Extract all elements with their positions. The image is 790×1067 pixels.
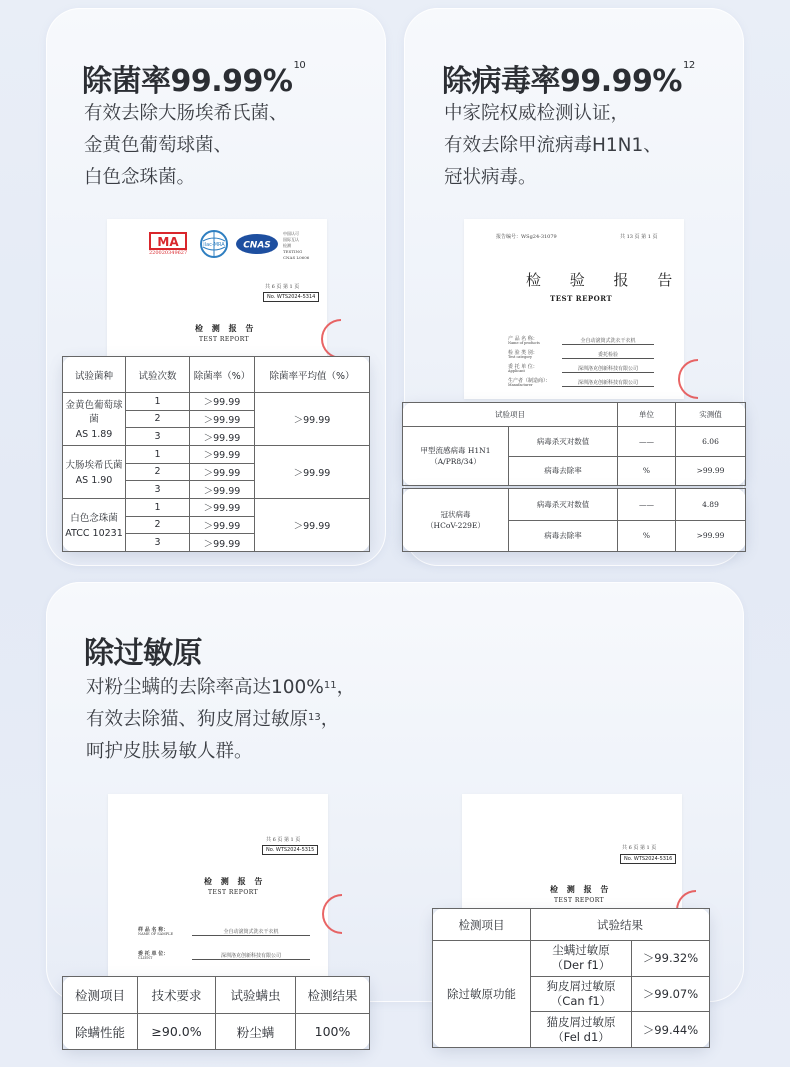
table-header: 实测值 — [676, 403, 746, 427]
red-seal — [678, 359, 698, 399]
table-header: 试验项目 — [403, 403, 618, 427]
virus-cell: 甲型流感病毒 H1N1 （A/PR8/34） — [403, 427, 509, 486]
inspection-report-document — [464, 219, 684, 399]
table-row: 3 ＞99.99 — [63, 534, 370, 552]
table-header: 试验螨虫 — [216, 977, 296, 1014]
table-header: 试验结果 — [531, 909, 710, 941]
ilac-mra-logo — [199, 229, 229, 263]
page-info: 共 6 页 第 1 页 — [266, 837, 301, 843]
mite-results-table — [62, 976, 370, 1050]
table-row: 白色念珠菌 ATCC 10231 1 ＞99.99 ＞99.99 — [63, 498, 370, 516]
table-header: 检测项目 — [63, 977, 138, 1014]
table-header: 除菌率平均值（%） — [255, 357, 370, 393]
table-header: 技术要求 — [138, 977, 216, 1014]
report-subtitle: TEST REPORT — [208, 889, 259, 896]
antibacterial-card — [46, 8, 386, 566]
table-row: 甲型流感病毒 H1N1 （A/PR8/34） 病毒杀灭对数值 —— 6.06 — [403, 427, 746, 457]
antibacterial-description: 有效去除大肠埃希氏菌、 金黄色葡萄球菌、 白色念珠菌。 — [84, 103, 288, 188]
antiviral-description: 中家院权威检测认证， 有效去除甲流病毒H1N1、 冠状病毒。 — [444, 103, 662, 188]
report-subtitle: TEST REPORT — [199, 336, 250, 343]
table-row: 3 ＞99.99 — [63, 481, 370, 499]
report-title: 检 测 报 告 — [550, 884, 612, 894]
table-header: 检测项目 — [433, 909, 531, 941]
allergen-title: 除过敏原 — [84, 636, 202, 671]
item-cell: 除过敏原功能 — [433, 941, 531, 1048]
page-info: 共 13 页 第 1 页 — [620, 234, 658, 240]
table-row: 金黄色葡萄球菌 AS 1.89 1 ＞99.99 ＞99.99 — [63, 393, 370, 411]
cnas-logo — [235, 233, 279, 259]
table-row: 冠状病毒 （HCoV-229E） 病毒杀灭对数值 —— 4.89 — [403, 489, 746, 521]
virus-cell: 冠状病毒 （HCoV-229E） — [403, 489, 509, 552]
report-number: 报告编号：WSg24-31079 — [496, 234, 557, 240]
svg-text:MA: MA — [157, 235, 179, 249]
table-header: 检测结果 — [296, 977, 370, 1014]
strain-cell: 大肠埃希氏菌 AS 1.90 — [63, 445, 126, 498]
ma-logo: MA 220020349627 — [149, 235, 188, 256]
mite-test-report-document — [108, 794, 328, 990]
table-row: 2 ＞99.99 — [63, 410, 370, 428]
table-row: 2 ＞99.99 — [63, 463, 370, 481]
strain-cell: 白色念珠菌 ATCC 10231 — [63, 498, 126, 551]
table-row: 病毒去除率 % >99.99 — [403, 456, 746, 486]
table-header: 除菌率（%） — [190, 357, 255, 393]
report-subtitle: TEST REPORT — [554, 897, 605, 904]
table-row: 除过敏原功能 尘螨过敏原 （Der f1） ＞99.32% — [433, 941, 710, 977]
report-number: No. WTS2024-5314 — [263, 292, 319, 302]
table-row: 猫皮屑过敏原 （Fel d1） ＞99.44% — [433, 1012, 710, 1048]
report-subtitle: TEST REPORT — [550, 294, 613, 303]
allergen-results-table — [432, 908, 710, 1048]
table-row: 2 ＞99.99 — [63, 516, 370, 534]
table-row: 3 ＞99.99 — [63, 428, 370, 446]
table-row: 狗皮屑过敏原 （Can f1） ＞99.07% — [433, 976, 710, 1012]
table-header: 试验菌种 — [63, 357, 126, 393]
report-number: No. WTS2024-5316 — [620, 854, 676, 864]
page-info: 共 6 页 第 1 页 — [622, 845, 657, 851]
report-fields: 样 品 名 称： NAME OF SAMPLE 全自动滚筒式洗衣干衣机 委 托 单 位： CLIENT 深圳洛克创新科技有限公司 — [138, 926, 318, 964]
coronavirus-results-table — [402, 488, 746, 552]
report-title: 检 测 报 告 — [195, 323, 257, 333]
antibacterial-title: 除菌率99.99%$^{10}$ — [82, 60, 306, 99]
svg-text:ilac-MRA: ilac-MRA — [203, 242, 225, 248]
report-fields: 产 品 名 称： Name of products 全自动滚筒式洗衣干衣机 检 验 类 别： Test category 委托检验 委 托 单 位： Applicant 深圳洛克创新科技有限公司 生产者（制造商）： Manufacturer 深圳洛克创新科技有限公司 — [508, 335, 678, 391]
table-header: 单位 — [618, 403, 676, 427]
table-header: 试验次数 — [126, 357, 190, 393]
cnas-accreditation-text: 中国认可 国际互认 检测 TESTING CNAS L0606 — [283, 231, 310, 260]
report-number: No. WTS2024-5315 — [262, 845, 318, 855]
page-info: 共 6 页 第 1 页 — [265, 284, 300, 290]
table-row: 病毒去除率 % >99.99 — [403, 520, 746, 552]
allergen-description: 对粉尘螨的去除率高达100%$^{11}$， 有效去除猫、狗皮屑过敏原$^{13}$， 呵护皮肤易敏人群。 — [86, 677, 356, 762]
antiviral-card — [404, 8, 744, 566]
red-seal — [321, 319, 341, 359]
antibacterial-results-table — [62, 356, 370, 552]
table-row: 大肠埃希氏菌 AS 1.90 1 ＞99.99 ＞99.99 — [63, 445, 370, 463]
antiviral-title: 除病毒率99.99%$^{12}$ — [442, 60, 695, 99]
h1n1-results-table — [402, 402, 746, 486]
red-seal — [322, 894, 342, 934]
strain-cell: 金黄色葡萄球菌 AS 1.89 — [63, 393, 126, 446]
svg-text:CNAS: CNAS — [243, 240, 271, 251]
report-title: 检 验 报 告 — [526, 271, 685, 289]
report-title: 检 测 报 告 — [204, 876, 266, 886]
allergen-card — [46, 582, 744, 1044]
table-row: 除螨性能 ≥90.0% 粉尘螨 100% — [63, 1014, 370, 1050]
